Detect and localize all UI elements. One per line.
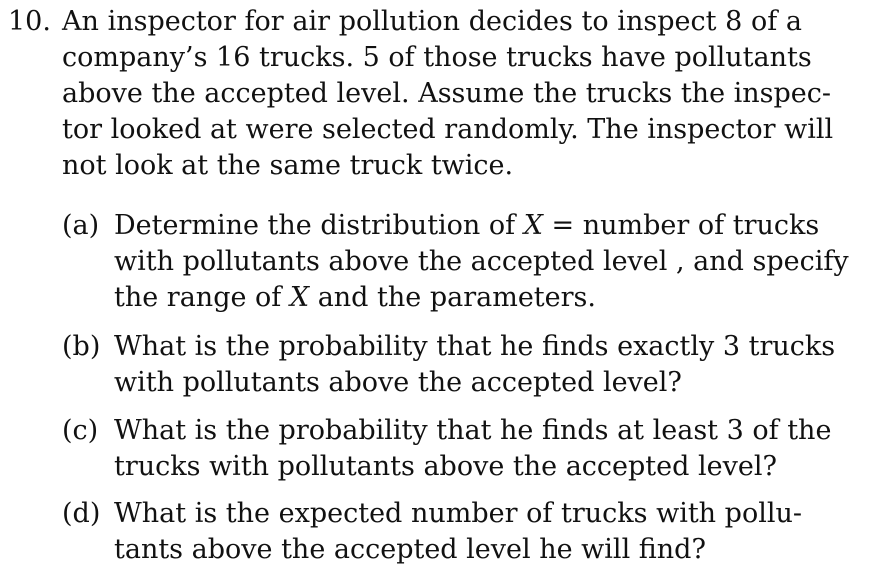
- variable-x: X: [289, 282, 310, 313]
- part-text: [114, 496, 802, 568]
- text-run: and the parameters.: [309, 282, 596, 313]
- part-line: tants above the accepted level he will find?: [114, 534, 706, 565]
- part-line: with pollutants above the accepted level?: [114, 367, 682, 398]
- part-label: (b): [62, 331, 101, 362]
- text-run: = number of trucks: [542, 210, 820, 241]
- stem-line: above the accepted level. Assume the trucks the inspec-: [62, 78, 832, 109]
- part-label: (c): [62, 415, 99, 446]
- variable-x: X: [523, 210, 543, 241]
- part-text: [114, 208, 849, 316]
- part-text: [114, 413, 832, 485]
- stem-line: An inspector for air pollution decides to inspect 8 of a: [62, 6, 802, 37]
- part-label: (d): [62, 498, 101, 529]
- part-text: [114, 329, 836, 401]
- part-label: (a): [62, 210, 100, 241]
- part-line: [114, 244, 849, 280]
- stem-line: company’s 16 trucks. 5 of those trucks have pollutants: [62, 42, 812, 73]
- part-line: trucks with pollutants above the accepted level?: [114, 451, 777, 482]
- part-line: What is the probability that he finds at least 3 of the: [114, 415, 832, 446]
- text-run: the range of: [114, 282, 290, 313]
- text-run: Determine the distribution of: [114, 210, 524, 241]
- part-line: [114, 280, 802, 316]
- problem-stem: [62, 4, 834, 184]
- text-run: with pollutants above the accepted level , and specify: [114, 246, 849, 277]
- stem-line: tor looked at were selected randomly. The inspector will: [62, 114, 834, 145]
- problem-number: 10.: [8, 6, 51, 37]
- part-line: What is the expected number of trucks with pollu-: [114, 498, 802, 529]
- part-line: What is the probability that he finds exactly 3 trucks: [114, 331, 836, 362]
- stem-line: not look at the same truck twice.: [62, 150, 514, 181]
- part-line: [114, 208, 820, 244]
